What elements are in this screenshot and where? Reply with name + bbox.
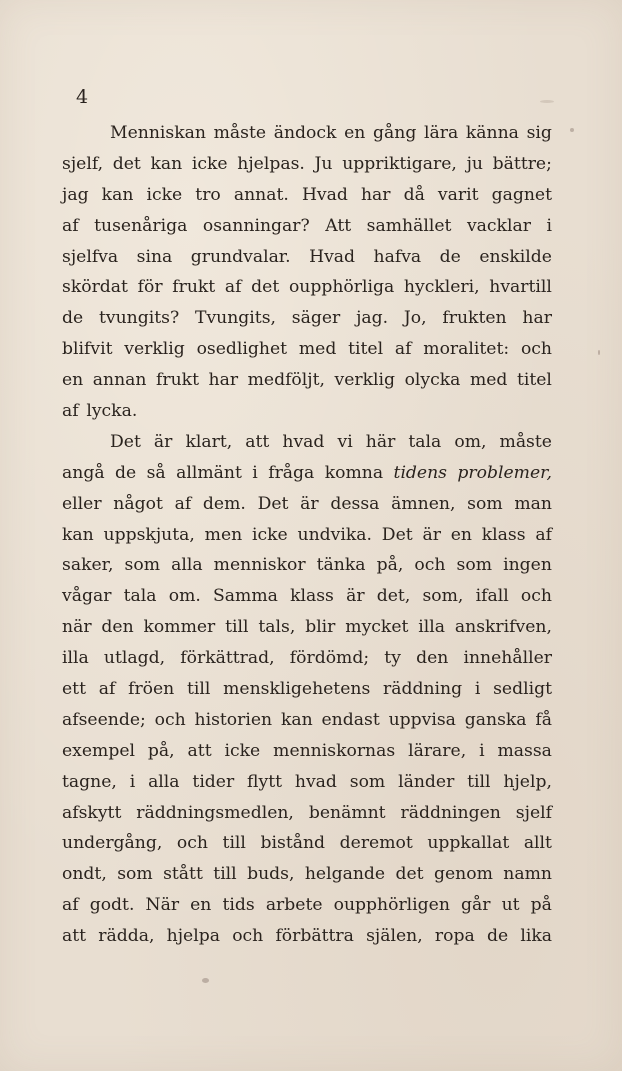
word: att [62,926,87,947]
word: Ju [314,153,333,174]
word: en [190,895,212,916]
word: förbättra [275,926,354,947]
word: deremot [339,833,413,854]
text-line [62,489,552,520]
word: till [222,833,246,854]
word: arbete [265,895,323,916]
word: här [365,431,396,452]
word: i [474,679,481,700]
text-line [62,550,552,581]
word: godt. [89,895,135,916]
word: stått [163,864,203,885]
word: sina [136,246,173,267]
word: titel [516,370,552,391]
word: hvad [282,431,325,452]
word: tala [123,586,157,607]
word: afseende; [62,709,146,730]
word: ifall [475,586,509,607]
word: jag. [356,308,389,329]
word: menskligehetens [223,679,371,700]
word: Det [110,431,141,452]
paper-speck [598,350,600,355]
text-line [62,859,552,890]
word: om, [454,431,487,452]
word: moralitet: [423,339,510,360]
word: tids [222,895,255,916]
word: allt [523,833,552,854]
word: den [416,648,449,669]
word: oupphörligen [333,895,450,916]
word: är [153,431,173,452]
word: icke [252,524,288,545]
word: sjelf [515,802,552,823]
word: undvika. [297,524,372,545]
word: att [187,740,212,761]
word: och [176,833,208,854]
word: själen, [366,926,423,947]
text-line [62,520,552,551]
word: eller [62,493,102,514]
paper-speck [202,978,209,983]
word: med [469,370,508,391]
text-line [62,211,552,242]
word: osanningar? [202,215,310,236]
word: alla [148,771,180,792]
text-line [62,643,552,674]
word: Jo, [403,308,427,329]
text-line [62,828,552,859]
text-line [62,890,552,921]
word: och [520,586,552,607]
text-line [62,365,552,396]
word: en [344,123,366,143]
word: endast [321,709,380,730]
word: som [456,555,492,576]
word: tänka [316,555,366,576]
word: ändock [273,123,337,143]
word: så [146,462,166,483]
text-line [62,921,552,952]
word: verklig [124,339,185,360]
word: Tvungits, [194,308,276,329]
word: lycka. [86,401,138,422]
word: annan [92,370,147,391]
word: klass [481,524,526,545]
word: sig [526,123,552,143]
text-line [62,767,552,798]
text-line [62,334,552,365]
word: Samma [213,586,278,607]
word: vågar [62,586,112,607]
word: titel [348,339,384,360]
word: oupphörliga [288,277,395,298]
word: problemer, [457,462,552,483]
word: räddningsmedlen, [136,802,294,823]
word: uppkallat [427,833,510,854]
word: och [154,709,186,730]
word: skördat [62,277,128,298]
word: undergång, [62,833,163,854]
word: på, [376,555,404,576]
word: om. [168,586,201,607]
word: på, [147,740,175,761]
word: till [225,617,249,638]
word: för [137,277,163,298]
paper-speck [570,128,574,132]
word: af [98,679,116,700]
word: få [535,709,552,730]
word: helgande [304,864,386,885]
word: kan [280,709,313,730]
word: att [245,431,270,452]
word: bistånd [260,833,326,854]
word: lärare, [408,740,467,761]
word: länder [398,771,455,792]
word: ty [384,648,401,669]
word: uppriktigare, [342,153,457,174]
word: jag [62,184,89,205]
word: hjelpa [166,926,220,947]
word: af [62,215,79,236]
word: ganska [464,709,527,730]
word: kan [62,524,94,545]
word: ropa [434,926,475,947]
word: benämnt [308,802,386,823]
word: och [232,926,264,947]
word: har [360,184,391,205]
word: känna [465,123,519,143]
word: sjelfva [62,246,119,267]
word: det [251,277,280,298]
word: på [530,895,552,916]
word: med [298,339,337,360]
word: fördömd; [289,648,370,669]
word: hjelpas. [237,153,305,174]
page-number: 4 [76,86,89,108]
word: ämnen, [391,493,456,514]
text-line [62,272,552,303]
word: ondt, [62,864,107,885]
word: det, [376,586,411,607]
word: tals, [258,617,296,638]
word: ingen [503,555,552,576]
word: kan [150,153,183,174]
word: Hvad [301,184,348,205]
word: Att [325,215,352,236]
word: allmänt [176,462,242,483]
word: gång [373,123,417,143]
word: Menniskan [110,123,206,143]
word: de [62,308,84,329]
word: annat. [233,184,289,205]
word: blifvit [62,339,113,360]
word: tusenåriga [94,215,188,236]
word: tider [192,771,235,792]
word: frukt [156,370,199,391]
word: mycket [345,617,409,638]
word: är [346,586,365,607]
word: anskrifven, [454,617,552,638]
word: tvungits? [98,308,180,329]
word: i [546,215,552,236]
word: klart, [185,431,233,452]
word: kan [101,184,134,205]
word: fröen [128,679,175,700]
word: buds, [247,864,295,885]
word: saker, [62,555,114,576]
word: måste [499,431,552,452]
word: en [62,370,84,391]
word: uppvisa [388,709,456,730]
text-line [62,427,552,458]
word: som [124,555,160,576]
word: förkättrad, [180,648,275,669]
word: som [467,493,503,514]
word: klass [290,586,334,607]
text-line [62,303,552,334]
word: menniskor [213,555,306,576]
word: hjelp, [503,771,552,792]
paper-speck [540,100,554,103]
text-line [62,180,552,211]
word: det [395,864,424,885]
word: icke [191,153,228,174]
word: af [535,524,552,545]
word: är [422,524,441,545]
word: komna [324,462,384,483]
word: massa [497,740,552,761]
word: som [117,864,153,885]
word: innehåller [463,648,552,669]
word: angå [62,462,105,483]
word: grundvalar. [190,246,291,267]
word: i [129,771,136,792]
word: kommer [143,617,216,638]
word: historien [194,709,273,730]
word: men [204,524,243,545]
word: hyckleri, [403,277,480,298]
word: uppskjuta, [103,524,195,545]
word: flytt [247,771,283,792]
word: dem. [202,493,246,514]
text-line [62,396,552,427]
word: olycka [404,370,461,391]
word: har [522,308,552,329]
word: enskilde [479,246,552,267]
word: går [461,895,491,916]
word: lika [520,926,552,947]
word: något [113,493,163,514]
word: har [208,370,239,391]
word: utlagd, [103,648,166,669]
word: vi [337,431,353,452]
word: till [467,771,491,792]
text-line [62,118,552,149]
text-line [62,736,552,767]
text-line [62,705,552,736]
word: tro [195,184,221,205]
word: hvartill [489,277,552,298]
word: osedlighet [196,339,288,360]
word: dessa [330,493,380,514]
text-line [62,798,552,829]
word: ett [62,679,86,700]
text-line [62,581,552,612]
word: af [62,401,79,422]
word: och [520,339,552,360]
word: När [145,895,180,916]
word: de [439,246,461,267]
word: frukten [442,308,507,329]
word: till [186,679,211,700]
text-line [62,242,552,273]
word: ut [501,895,520,916]
word: afskytt [62,802,122,823]
word: måste [213,123,267,143]
word: lära [424,123,459,143]
word: som [349,771,386,792]
word: till [213,864,237,885]
word: räddning [383,679,463,700]
word: icke [224,740,261,761]
word: illa [62,648,89,669]
body-text [62,118,552,952]
word: medföljt, [247,370,325,391]
word: som, [422,586,464,607]
word: af [224,277,242,298]
word: af [394,339,412,360]
word: räddningen [400,802,501,823]
word: då [403,184,425,205]
word: den [101,617,134,638]
word: rädda, [98,926,155,947]
word: man [514,493,552,514]
text-line [62,149,552,180]
word: hvad [294,771,337,792]
word: när [62,617,92,638]
word: i [252,462,258,483]
word: tidens [393,462,447,483]
word: en [450,524,472,545]
word: är [300,493,319,514]
text-line [62,612,552,643]
word: Hvad [309,246,356,267]
word: fråga [268,462,315,483]
word: exempel [62,740,136,761]
word: genom [434,864,493,885]
word: ju [466,153,483,174]
word: de [115,462,137,483]
word: illa [418,617,446,638]
word: af [174,493,192,514]
word: det [112,153,141,174]
word: frukt [172,277,216,298]
word: gagnet [491,184,552,205]
word: och [414,555,446,576]
word: varit [437,184,479,205]
word: Det [257,493,289,514]
word: vacklar [466,215,531,236]
word: tala [408,431,442,452]
text-line [62,458,552,489]
word: säger [291,308,341,329]
word: Det [381,524,413,545]
word: menniskornas [273,740,396,761]
word: tagne, [62,771,117,792]
word: alla [171,555,203,576]
word: hafva [373,246,422,267]
word: sedligt [493,679,552,700]
word: af [62,895,79,916]
word: bättre; [492,153,552,174]
word: namn [503,864,552,885]
word: icke [146,184,183,205]
word: sjelf, [62,153,104,174]
word: verklig [334,370,396,391]
word: blir [305,617,336,638]
word: de [486,926,509,947]
text-line [62,674,552,705]
word: samhället [366,215,452,236]
word: i [479,740,485,761]
